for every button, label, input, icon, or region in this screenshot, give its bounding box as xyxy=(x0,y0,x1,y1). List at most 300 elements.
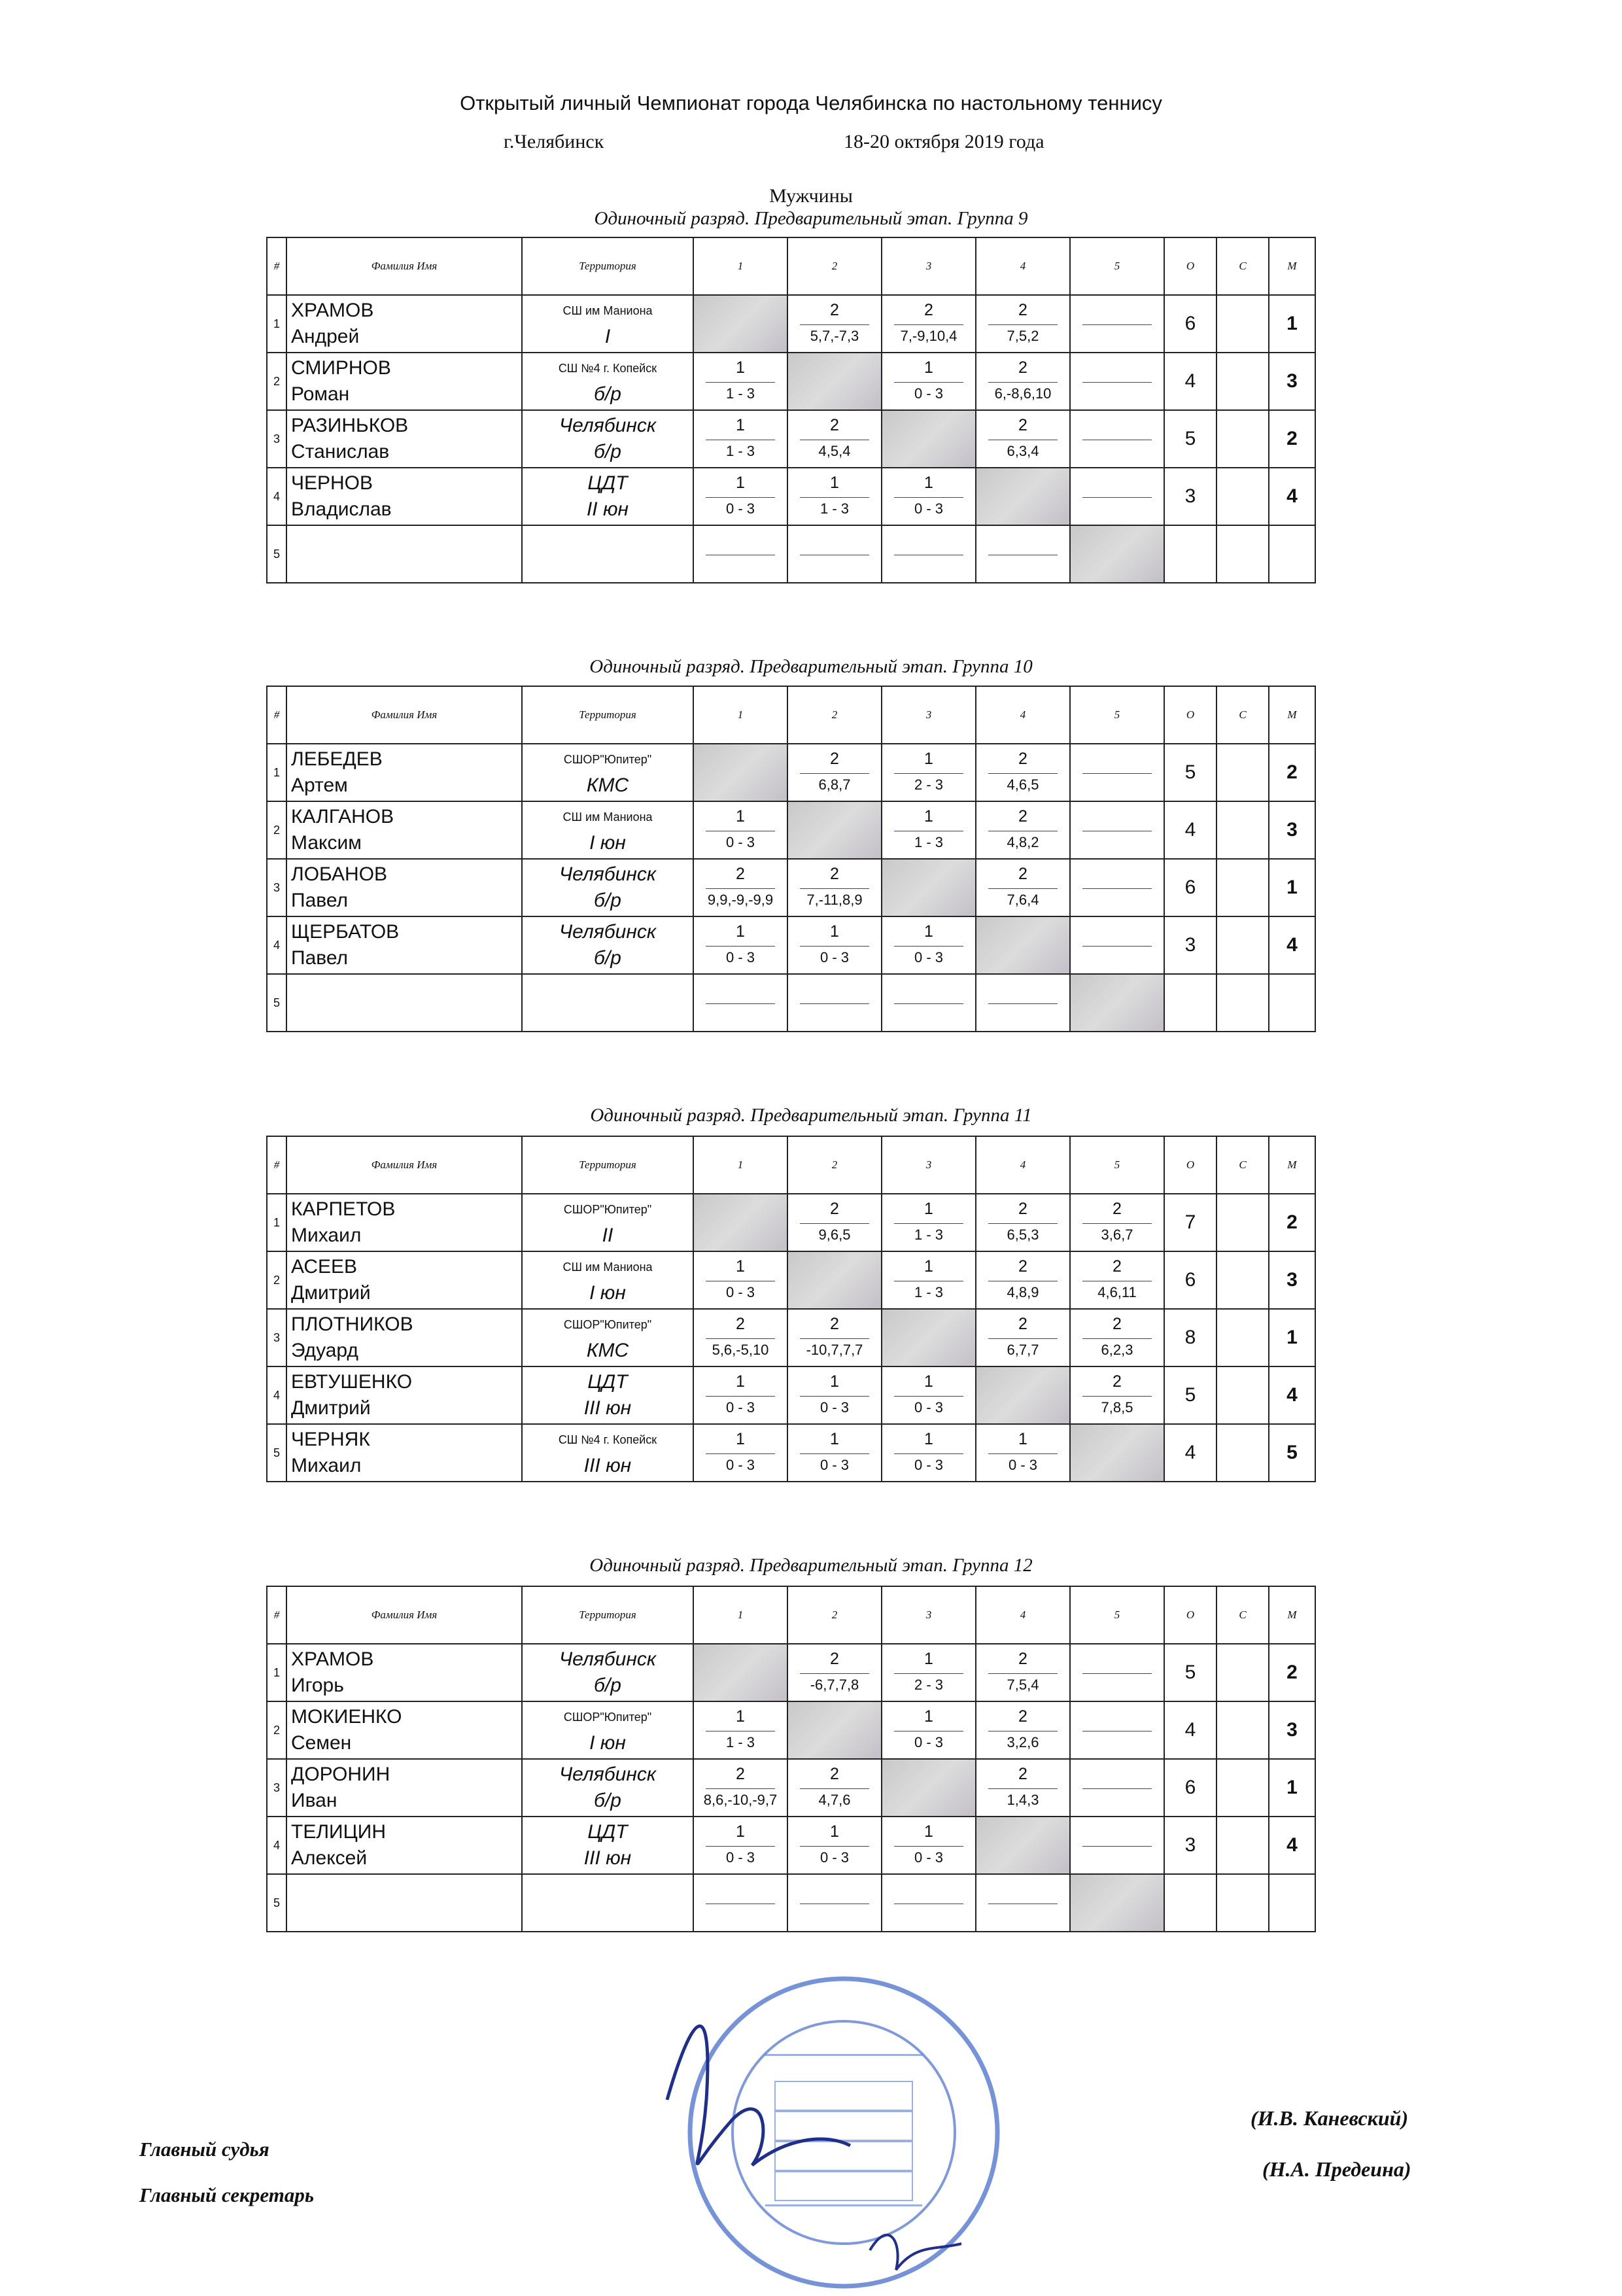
match-result-cell xyxy=(882,1874,976,1932)
match-result-cell xyxy=(1070,744,1164,801)
match-score: 0 - 3 xyxy=(725,1284,755,1300)
match-result-cell xyxy=(693,916,787,974)
result-divider xyxy=(800,1846,869,1847)
result-divider xyxy=(706,1003,775,1004)
club-name: Челябинск xyxy=(559,921,657,943)
diagonal-cell xyxy=(1070,974,1164,1032)
match-score: 5,6,-5,10 xyxy=(712,1342,769,1358)
c-column xyxy=(1216,468,1269,525)
territory-cell xyxy=(522,1644,693,1701)
total-points: 5 xyxy=(1164,410,1216,468)
sport-rank: б/р xyxy=(594,1675,621,1696)
match-points: 2 xyxy=(1018,416,1027,434)
table-row xyxy=(267,859,1315,916)
match-points: 1 xyxy=(924,807,933,826)
column-header: Территория xyxy=(522,1136,693,1194)
diagonal-cell xyxy=(787,353,882,410)
chief-secretary-name: (Н.А. Предеина) xyxy=(1262,2157,1411,2181)
table-row xyxy=(267,525,1315,583)
sport-rank: II xyxy=(602,1225,613,1246)
place: 4 xyxy=(1269,1366,1315,1424)
match-score: 4,7,6 xyxy=(818,1792,851,1808)
match-result-cell xyxy=(882,1817,976,1874)
match-score: 4,6,11 xyxy=(1097,1284,1137,1300)
territory-cell xyxy=(522,744,693,801)
player-name-cell xyxy=(286,1251,522,1309)
player-first-name: Павел xyxy=(291,890,349,911)
table-row xyxy=(267,1424,1315,1482)
table-row xyxy=(267,1251,1315,1309)
match-points: 1 xyxy=(736,1257,745,1276)
federation-stamp xyxy=(654,1969,1007,2296)
row-number: 4 xyxy=(267,1817,286,1874)
match-score: 1,4,3 xyxy=(1007,1792,1039,1808)
result-divider xyxy=(1082,497,1152,498)
category-label: Мужчины xyxy=(769,185,853,207)
match-score: 1 - 3 xyxy=(914,1284,944,1300)
match-score: 0 - 3 xyxy=(914,500,944,517)
match-score: 2 - 3 xyxy=(914,776,944,793)
match-score: 1 - 3 xyxy=(725,443,755,459)
c-column xyxy=(1216,744,1269,801)
match-score: 7,8,5 xyxy=(1101,1399,1133,1416)
match-result-cell xyxy=(1070,1817,1164,1874)
match-result-cell xyxy=(693,1251,787,1309)
match-points: 2 xyxy=(1018,750,1027,768)
match-points: 2 xyxy=(924,301,933,319)
column-header: # xyxy=(267,686,286,744)
territory-cell xyxy=(522,1701,693,1759)
club-name: СШОР"Юпитер" xyxy=(563,753,652,766)
match-points: 2 xyxy=(830,1200,839,1218)
total-points: 4 xyxy=(1164,1701,1216,1759)
match-score: 4,6,5 xyxy=(1007,776,1039,793)
c-column xyxy=(1216,1424,1269,1482)
match-result-cell xyxy=(787,1644,882,1701)
match-points: 1 xyxy=(830,474,839,492)
result-divider xyxy=(706,888,775,889)
club-name: Челябинск xyxy=(559,1764,657,1785)
place: 1 xyxy=(1269,295,1315,353)
total-points: 8 xyxy=(1164,1309,1216,1366)
total-points xyxy=(1164,974,1216,1032)
territory-cell xyxy=(522,916,693,974)
sport-rank: б/р xyxy=(594,947,621,969)
header-row xyxy=(267,237,1315,295)
match-points: 1 xyxy=(924,1430,933,1448)
match-score: 6,-8,6,10 xyxy=(994,385,1052,402)
column-header: Фамилия Имя xyxy=(286,1136,522,1194)
table-row xyxy=(267,744,1315,801)
c-column xyxy=(1216,801,1269,859)
player-surname: ЧЕРНОВ xyxy=(291,472,373,494)
city: г.Челябинск xyxy=(504,131,604,152)
header-row xyxy=(267,1586,1315,1644)
match-score: 4,8,9 xyxy=(1007,1284,1039,1300)
match-result-cell xyxy=(787,468,882,525)
table-row xyxy=(267,410,1315,468)
column-header: 4 xyxy=(976,686,1070,744)
diagonal-cell xyxy=(882,1309,976,1366)
match-result-cell xyxy=(1070,859,1164,916)
match-result-cell xyxy=(693,1874,787,1932)
table-row xyxy=(267,1644,1315,1701)
match-result-cell xyxy=(693,1424,787,1482)
place: 2 xyxy=(1269,1644,1315,1701)
result-divider xyxy=(1082,382,1152,383)
player-first-name: Михаил xyxy=(291,1225,362,1246)
total-points xyxy=(1164,525,1216,583)
match-result-cell xyxy=(787,1366,882,1424)
territory-cell xyxy=(522,859,693,916)
player-first-name: Дмитрий xyxy=(291,1282,371,1304)
player-surname: ТЕЛИЦИН xyxy=(291,1821,387,1843)
match-result-cell xyxy=(1070,1759,1164,1817)
table-row xyxy=(267,1309,1315,1366)
match-points: 1 xyxy=(736,474,745,492)
result-divider xyxy=(1082,1338,1152,1339)
total-points: 4 xyxy=(1164,1424,1216,1482)
match-points: 1 xyxy=(924,1257,933,1276)
result-divider xyxy=(706,946,775,947)
diagonal-cell xyxy=(693,744,787,801)
column-header: С xyxy=(1216,686,1269,744)
match-points: 1 xyxy=(924,1650,933,1668)
player-name-cell xyxy=(286,295,522,353)
place: 2 xyxy=(1269,410,1315,468)
result-divider xyxy=(894,497,963,498)
match-points: 1 xyxy=(924,1372,933,1391)
column-header: О xyxy=(1164,1586,1216,1644)
match-result-cell xyxy=(976,295,1070,353)
player-name-cell xyxy=(286,1644,522,1701)
match-points: 1 xyxy=(924,1707,933,1726)
match-points: 2 xyxy=(736,865,745,883)
result-divider xyxy=(988,888,1058,889)
match-points: 2 xyxy=(830,1315,839,1333)
column-header: 5 xyxy=(1070,1586,1164,1644)
match-score: 9,6,5 xyxy=(818,1226,851,1243)
player-surname: КАРПЕТОВ xyxy=(291,1198,396,1220)
diagonal-cell xyxy=(976,468,1070,525)
diagonal-cell xyxy=(882,1759,976,1817)
column-header: О xyxy=(1164,1136,1216,1194)
player-surname: КАЛГАНОВ xyxy=(291,806,394,827)
match-score: 1 - 3 xyxy=(914,834,944,850)
place: 4 xyxy=(1269,916,1315,974)
column-header: # xyxy=(267,1586,286,1644)
territory-cell xyxy=(522,801,693,859)
row-number: 1 xyxy=(267,1644,286,1701)
diagonal-cell xyxy=(976,1366,1070,1424)
match-result-cell xyxy=(976,353,1070,410)
club-name: ЦДТ xyxy=(587,1371,628,1393)
table-row xyxy=(267,1194,1315,1251)
result-divider xyxy=(800,946,869,947)
row-number: 1 xyxy=(267,1194,286,1251)
total-points: 5 xyxy=(1164,1644,1216,1701)
match-points: 2 xyxy=(830,301,839,319)
match-score: 6,8,7 xyxy=(818,776,851,793)
match-score: 0 - 3 xyxy=(914,1849,944,1866)
match-result-cell xyxy=(976,410,1070,468)
total-points: 6 xyxy=(1164,1759,1216,1817)
match-points: 2 xyxy=(830,1765,839,1783)
match-points: 1 xyxy=(736,1707,745,1726)
territory-cell xyxy=(522,1194,693,1251)
column-header: Фамилия Имя xyxy=(286,237,522,295)
group-table xyxy=(266,237,1316,583)
result-divider xyxy=(800,888,869,889)
place: 4 xyxy=(1269,468,1315,525)
match-points: 1 xyxy=(924,358,933,377)
result-divider xyxy=(706,1338,775,1339)
player-name-cell xyxy=(286,744,522,801)
place: 2 xyxy=(1269,1194,1315,1251)
match-score: 1 - 3 xyxy=(820,500,850,517)
match-score: 0 - 3 xyxy=(914,1734,944,1750)
group-table xyxy=(266,1586,1316,1932)
total-points: 6 xyxy=(1164,295,1216,353)
chief-judge-label: Главный судья xyxy=(139,2138,269,2161)
row-number: 3 xyxy=(267,410,286,468)
c-column xyxy=(1216,525,1269,583)
column-header: 5 xyxy=(1070,686,1164,744)
match-result-cell xyxy=(976,1251,1070,1309)
player-name-cell xyxy=(286,468,522,525)
match-result-cell xyxy=(693,468,787,525)
result-divider xyxy=(1082,1223,1152,1224)
match-result-cell xyxy=(976,1701,1070,1759)
row-number: 5 xyxy=(267,1874,286,1932)
row-number: 2 xyxy=(267,801,286,859)
territory-cell xyxy=(522,974,693,1032)
match-result-cell xyxy=(693,974,787,1032)
player-surname: СМИРНОВ xyxy=(291,357,391,379)
match-score: 0 - 3 xyxy=(820,1849,850,1866)
diagonal-cell xyxy=(787,1251,882,1309)
diagonal-cell xyxy=(693,295,787,353)
match-result-cell xyxy=(882,916,976,974)
match-result-cell xyxy=(882,1644,976,1701)
player-surname: ЛЕБЕДЕВ xyxy=(291,748,383,770)
result-divider xyxy=(800,1673,869,1674)
match-result-cell xyxy=(1070,410,1164,468)
result-divider xyxy=(988,324,1058,325)
player-surname: ПЛОТНИКОВ xyxy=(291,1313,413,1335)
club-name: Челябинск xyxy=(559,863,657,885)
match-result-cell xyxy=(976,1194,1070,1251)
result-divider xyxy=(988,1788,1058,1789)
player-name-cell xyxy=(286,1194,522,1251)
table-row xyxy=(267,353,1315,410)
territory-cell xyxy=(522,1759,693,1817)
column-header: 3 xyxy=(882,1136,976,1194)
match-points: 1 xyxy=(1018,1430,1027,1448)
sport-rank: I юн xyxy=(589,832,626,854)
column-header: # xyxy=(267,237,286,295)
row-number: 5 xyxy=(267,1424,286,1482)
match-score: 6,5,3 xyxy=(1007,1226,1039,1243)
player-first-name: Роман xyxy=(291,383,350,405)
club-name: СШ им Маниона xyxy=(562,304,653,317)
match-score: 0 - 3 xyxy=(725,1457,755,1473)
match-result-cell xyxy=(787,1759,882,1817)
match-score: -10,7,7,7 xyxy=(806,1342,863,1358)
territory-cell xyxy=(522,1874,693,1932)
column-header: М xyxy=(1269,1586,1315,1644)
c-column xyxy=(1216,1759,1269,1817)
match-result-cell xyxy=(787,916,882,974)
player-name-cell xyxy=(286,974,522,1032)
result-divider xyxy=(800,1788,869,1789)
place: 5 xyxy=(1269,1424,1315,1482)
territory-cell xyxy=(522,410,693,468)
territory-cell xyxy=(522,1366,693,1424)
total-points: 3 xyxy=(1164,468,1216,525)
place xyxy=(1269,525,1315,583)
column-header: 2 xyxy=(787,1136,882,1194)
column-header: 3 xyxy=(882,686,976,744)
player-name-cell xyxy=(286,353,522,410)
table-row xyxy=(267,801,1315,859)
match-result-cell xyxy=(693,410,787,468)
sport-rank: I xyxy=(604,326,611,347)
row-number: 1 xyxy=(267,295,286,353)
player-surname: ХРАМОВ xyxy=(291,1648,374,1670)
match-result-cell xyxy=(882,525,976,583)
result-divider xyxy=(988,1338,1058,1339)
match-score: 0 - 3 xyxy=(725,1399,755,1416)
match-result-cell xyxy=(787,295,882,353)
match-points: 2 xyxy=(736,1765,745,1783)
match-score: 7,5,2 xyxy=(1007,328,1039,344)
result-divider xyxy=(988,382,1058,383)
result-divider xyxy=(894,1846,963,1847)
table-row xyxy=(267,1759,1315,1817)
row-number: 3 xyxy=(267,859,286,916)
column-header: 5 xyxy=(1070,1136,1164,1194)
diagonal-cell xyxy=(787,1701,882,1759)
match-score: 7,-9,10,4 xyxy=(900,328,958,344)
sport-rank: III юн xyxy=(583,1847,632,1869)
place: 2 xyxy=(1269,744,1315,801)
chief-judge-name: (И.В. Каневский) xyxy=(1251,2106,1409,2130)
match-result-cell xyxy=(976,859,1070,916)
row-number: 1 xyxy=(267,744,286,801)
column-header: 1 xyxy=(693,1586,787,1644)
result-divider xyxy=(800,324,869,325)
player-name-cell xyxy=(286,1424,522,1482)
result-divider xyxy=(988,1223,1058,1224)
match-points: 2 xyxy=(1018,807,1027,826)
row-number: 4 xyxy=(267,916,286,974)
player-surname: АСЕЕВ xyxy=(291,1256,358,1278)
match-score: 8,6,-10,-9,7 xyxy=(703,1792,778,1808)
diagonal-cell xyxy=(976,1817,1070,1874)
match-result-cell xyxy=(693,859,787,916)
match-result-cell xyxy=(1070,916,1164,974)
result-divider xyxy=(1082,1673,1152,1674)
result-divider xyxy=(706,1453,775,1454)
club-name: СШ им Маниона xyxy=(562,1261,653,1274)
match-score: 7,5,4 xyxy=(1007,1677,1039,1693)
place: 3 xyxy=(1269,353,1315,410)
match-result-cell xyxy=(1070,1701,1164,1759)
row-number: 2 xyxy=(267,353,286,410)
territory-cell xyxy=(522,1251,693,1309)
match-result-cell xyxy=(976,525,1070,583)
match-result-cell xyxy=(1070,1194,1164,1251)
match-points: 1 xyxy=(830,1430,839,1448)
total-points: 7 xyxy=(1164,1194,1216,1251)
sport-rank: III юн xyxy=(583,1397,632,1419)
total-points: 3 xyxy=(1164,1817,1216,1874)
match-score: 4,5,4 xyxy=(818,443,851,459)
result-divider xyxy=(894,946,963,947)
player-first-name: Алексей xyxy=(291,1847,368,1869)
match-points: 1 xyxy=(830,1372,839,1391)
place: 3 xyxy=(1269,1251,1315,1309)
match-score: 6,2,3 xyxy=(1101,1342,1133,1358)
result-divider xyxy=(706,382,775,383)
club-name: Челябинск xyxy=(559,1648,657,1670)
sport-rank: б/р xyxy=(594,441,621,462)
match-score: 2 - 3 xyxy=(914,1677,944,1693)
player-first-name: Артем xyxy=(291,774,348,796)
match-result-cell xyxy=(1070,353,1164,410)
match-result-cell xyxy=(1070,1644,1164,1701)
result-divider xyxy=(988,773,1058,774)
match-result-cell xyxy=(693,353,787,410)
place: 4 xyxy=(1269,1817,1315,1874)
match-score: 1 - 3 xyxy=(725,385,755,402)
match-result-cell xyxy=(787,859,882,916)
place xyxy=(1269,1874,1315,1932)
row-number: 4 xyxy=(267,468,286,525)
sport-rank: КМС xyxy=(586,1340,629,1361)
group-title: Одиночный разряд. Предварительный этап. Группа 11 xyxy=(590,1105,1032,1126)
sport-rank: II юн xyxy=(586,498,629,520)
territory-cell xyxy=(522,295,693,353)
match-points: 1 xyxy=(736,1372,745,1391)
place: 1 xyxy=(1269,859,1315,916)
column-header: 4 xyxy=(976,237,1070,295)
sport-rank: б/р xyxy=(594,890,621,911)
player-first-name: Андрей xyxy=(291,326,360,347)
column-header: Фамилия Имя xyxy=(286,1586,522,1644)
player-surname: ХРАМОВ xyxy=(291,300,374,321)
column-header: 5 xyxy=(1070,237,1164,295)
table-row xyxy=(267,916,1315,974)
club-name: СШ им Маниона xyxy=(562,810,653,824)
match-points: 2 xyxy=(1018,1200,1027,1218)
match-points: 2 xyxy=(830,750,839,768)
c-column xyxy=(1216,353,1269,410)
row-number: 5 xyxy=(267,974,286,1032)
result-divider xyxy=(894,1003,963,1004)
row-number: 3 xyxy=(267,1309,286,1366)
match-points: 2 xyxy=(1018,301,1027,319)
player-surname: РАЗИНЬКОВ xyxy=(291,415,409,436)
total-points: 5 xyxy=(1164,744,1216,801)
match-result-cell xyxy=(787,974,882,1032)
player-name-cell xyxy=(286,410,522,468)
match-result-cell xyxy=(1070,295,1164,353)
place xyxy=(1269,974,1315,1032)
group-title: Одиночный разряд. Предварительный этап. Группа 12 xyxy=(589,1555,1033,1576)
diagonal-cell xyxy=(976,916,1070,974)
